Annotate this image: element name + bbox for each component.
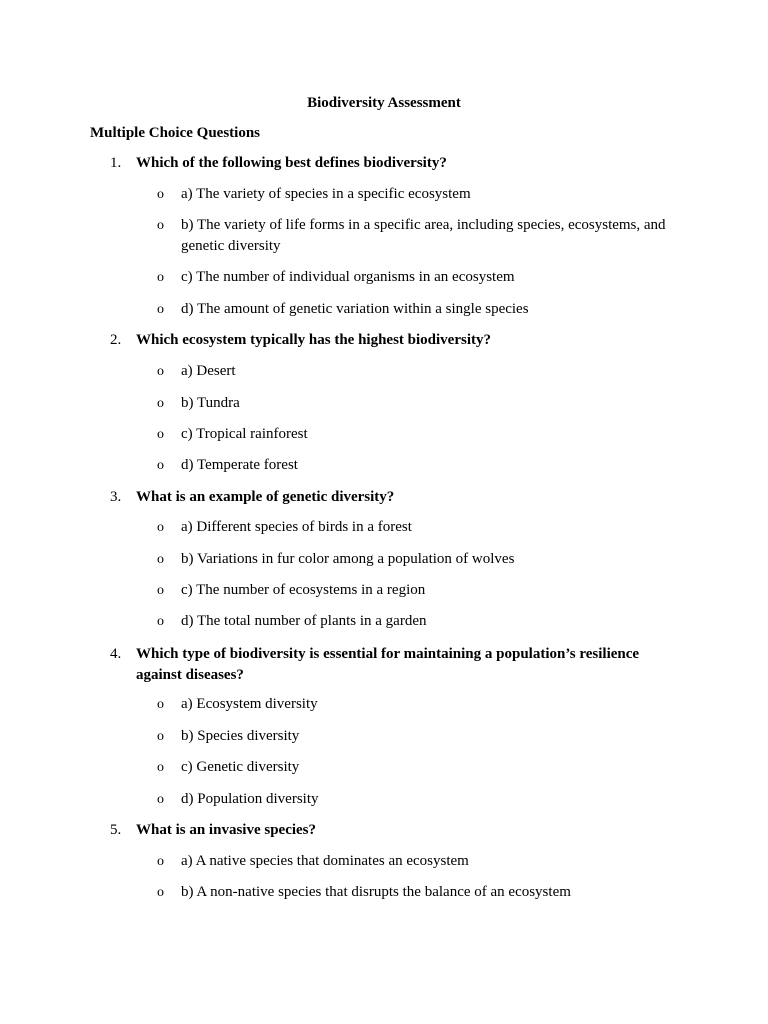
option-text: d) Population diversity <box>181 791 319 807</box>
document-title: Biodiversity Assessment <box>307 95 461 111</box>
question-3 <box>110 487 670 508</box>
bullet-icon: o <box>157 583 164 598</box>
question-text: What is an example of genetic diversity? <box>136 489 395 505</box>
bullet-icon: o <box>157 792 164 807</box>
bullet-icon: o <box>157 520 164 535</box>
question-number: 1. <box>110 155 122 171</box>
option-text: d) The amount of genetic variation within a single species <box>181 301 529 317</box>
question-2-option-c <box>157 424 677 445</box>
question-2-option-b <box>157 393 677 414</box>
bullet-icon: o <box>157 218 164 233</box>
bullet-icon: o <box>157 552 164 567</box>
question-number: 5. <box>110 822 122 838</box>
question-4 <box>110 644 670 685</box>
option-text: a) A native species that dominates an ecosystem <box>181 853 469 869</box>
option-text: a) Desert <box>181 363 236 379</box>
question-text: Which type of biodiversity is essential for maintaining a population’s resilience against diseases? <box>136 646 640 683</box>
bullet-icon: o <box>157 760 164 775</box>
question-4-option-c <box>157 757 677 778</box>
bullet-icon: o <box>157 364 164 379</box>
question-1-option-d <box>157 299 677 320</box>
question-3-option-a <box>157 517 677 538</box>
question-number: 3. <box>110 489 122 505</box>
bullet-icon: o <box>157 458 164 473</box>
option-text: a) Ecosystem diversity <box>181 696 318 712</box>
question-5-option-b <box>157 882 677 903</box>
option-text: a) Different species of birds in a forest <box>181 519 412 535</box>
option-text: a) The variety of species in a specific ecosystem <box>181 186 471 202</box>
option-text: b) Species diversity <box>181 728 300 744</box>
question-1-option-b <box>157 215 677 257</box>
question-2-option-a <box>157 361 677 382</box>
option-text: b) The variety of life forms in a specific area, including species, ecosystems, and genetic diversity <box>181 217 666 254</box>
bullet-icon: o <box>157 697 164 712</box>
bullet-icon: o <box>157 396 164 411</box>
option-text: c) Genetic diversity <box>181 759 300 775</box>
option-text: b) Tundra <box>181 395 240 411</box>
bullet-icon: o <box>157 729 164 744</box>
option-text: c) The number of individual organisms in an ecosystem <box>181 269 515 285</box>
option-text: b) A non-native species that disrupts the balance of an ecosystem <box>181 884 571 900</box>
question-text: Which of the following best defines biodiversity? <box>136 155 447 171</box>
question-number: 4. <box>110 646 122 662</box>
option-text: b) Variations in fur color among a population of wolves <box>181 551 515 567</box>
bullet-icon: o <box>157 885 164 900</box>
question-4-option-d <box>157 789 677 810</box>
question-4-option-a <box>157 694 677 715</box>
question-2 <box>110 330 670 351</box>
question-1-option-c <box>157 267 677 288</box>
question-3-option-d <box>157 611 677 632</box>
question-number: 2. <box>110 332 122 348</box>
question-1-option-a <box>157 184 677 205</box>
section-heading: Multiple Choice Questions <box>90 125 261 141</box>
bullet-icon: o <box>157 270 164 285</box>
question-2-option-d <box>157 455 677 476</box>
option-text: c) The number of ecosystems in a region <box>181 582 426 598</box>
question-5 <box>110 820 670 841</box>
option-text: c) Tropical rainforest <box>181 426 308 442</box>
question-1 <box>110 153 670 174</box>
question-4-option-b <box>157 726 677 747</box>
bullet-icon: o <box>157 187 164 202</box>
bullet-icon: o <box>157 302 164 317</box>
option-text: d) Temperate forest <box>181 457 298 473</box>
question-3-option-c <box>157 580 677 601</box>
question-5-option-a <box>157 851 677 872</box>
bullet-icon: o <box>157 427 164 442</box>
option-text: d) The total number of plants in a garden <box>181 613 427 629</box>
question-text: What is an invasive species? <box>136 822 317 838</box>
question-text: Which ecosystem typically has the highest biodiversity? <box>136 332 491 348</box>
bullet-icon: o <box>157 854 164 869</box>
question-3-option-b <box>157 549 677 570</box>
bullet-icon: o <box>157 614 164 629</box>
